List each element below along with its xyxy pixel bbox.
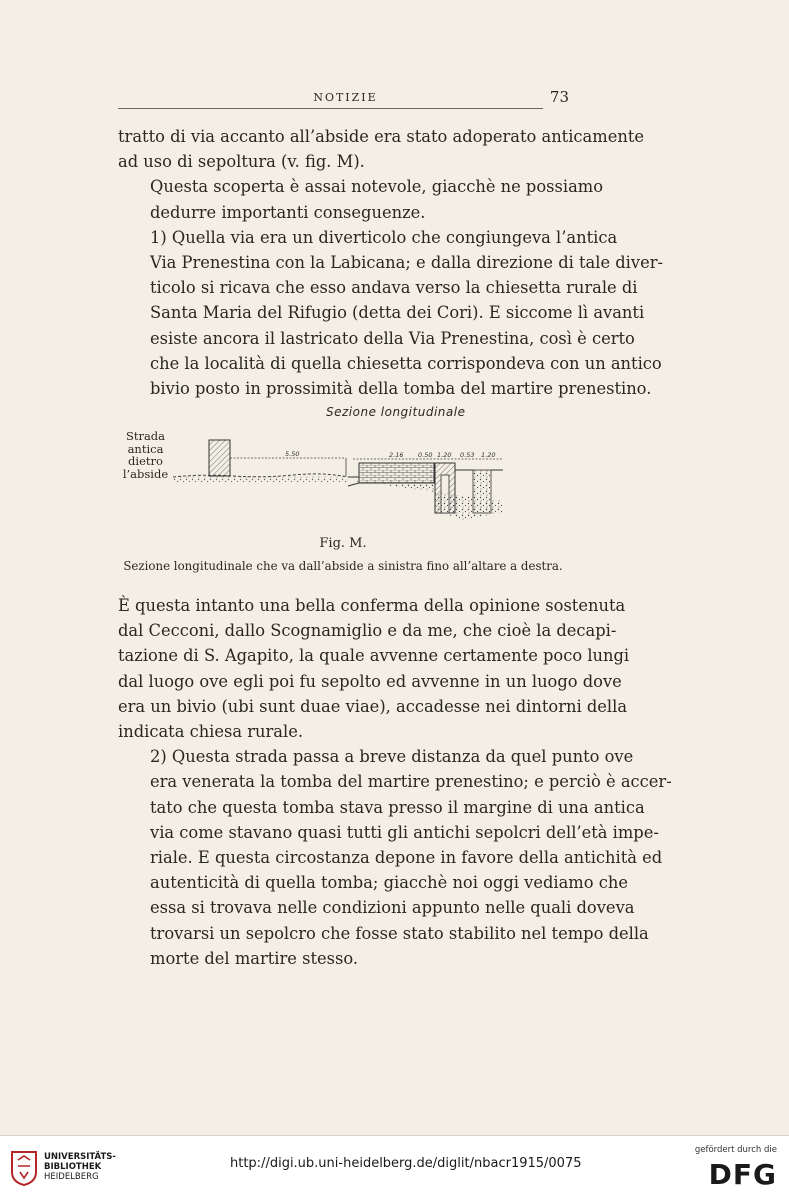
figure-number: Fig. M. — [319, 536, 367, 551]
text-line: Questa scoperta è assai notevole, giacchè ne possiamo — [150, 177, 604, 197]
measure-label: 0.50 — [418, 451, 433, 459]
library-name-line: BIBLIOTHEK — [44, 1162, 102, 1172]
apse-wall — [209, 440, 230, 476]
running-head: NOTIZIE — [313, 91, 378, 104]
figure-m — [118, 400, 568, 580]
text-line: tratto di via accanto all’abside era stato adoperato anticamente — [118, 127, 644, 146]
text-line: trovarsi un sepolcro che fosse stato stabilito nel tempo della — [150, 923, 649, 943]
text-line: Santa Maria del Rifugio (detta dei Cori). E siccome lì avanti — [150, 303, 645, 323]
text-line: ad uso di sepoltura (v. fig. M). — [118, 152, 365, 172]
paragraph — [118, 593, 630, 744]
text-line: morte del martire stesso. — [150, 948, 359, 968]
text-line: via come stavano quasi tutti gli antichi sepolcri dell’età impe- — [150, 822, 659, 842]
brick-road-section — [359, 463, 434, 483]
funding-note: gefördert durch die — [694, 1145, 777, 1155]
figure-side-label — [118, 430, 173, 480]
text-line: 2) Questa strada passa a breve distanza da quel punto ove — [150, 747, 634, 767]
text-line: autenticità di quella tomba; giacchè noi oggi vediamo che — [150, 873, 628, 893]
library-name-line: HEIDELBERG — [44, 1172, 99, 1182]
side-label-line: dietro — [128, 454, 163, 468]
text-line: essa si trovava nelle condizioni appunto nelle quali doveva — [150, 898, 635, 918]
digitization-footer — [0, 1135, 789, 1200]
paragraph — [118, 744, 672, 971]
measure-label: 1.20 — [437, 451, 452, 459]
paragraph — [118, 225, 664, 401]
measure-label: 1.20 — [481, 451, 496, 459]
text-line: riale. E questa circostanza depone in favore della antichità ed — [150, 848, 663, 868]
dfg-logo: DFG — [708, 1158, 777, 1191]
text-line: era un bivio (ubi sunt duae viae), accadesse nei dintorni della — [118, 696, 628, 716]
text-line: dedurre importanti conseguenze. — [150, 202, 426, 222]
paragraph — [118, 124, 644, 174]
library-name-line: UNIVERSITÄTS- — [44, 1152, 116, 1162]
paragraph — [118, 174, 604, 224]
figure-caption: Sezione longitudinale che va dall’abside a sinistra fino all’altare a destra. — [123, 559, 563, 573]
text-line: dal Cecconi, dallo Scognamiglio e da me, che cioè la decapi- — [118, 621, 617, 641]
library-name — [44, 1152, 116, 1182]
source-url-link[interactable]: http://digi.ub.uni-heidelberg.de/diglit/nbacr1915/0075 — [230, 1156, 582, 1171]
side-label-line: l’abside — [122, 466, 169, 481]
text-line: ticolo si ricava che esso andava verso la chiesetta rurale di — [150, 278, 638, 298]
side-label-line: antica — [127, 441, 164, 456]
text-line: dal luogo ove egli poi fu sepolto ed avvenne in un luogo dove — [118, 671, 622, 691]
page-number: 73 — [549, 88, 569, 106]
measure-label: 0.53 — [460, 451, 475, 459]
text-line: era venerata la tomba del martire prenestino; e perciò è accer- — [150, 772, 672, 792]
text-line: bivio posto in prossimità della tomba del martire prenestino. — [150, 379, 652, 399]
measurement-labels — [285, 450, 495, 459]
section-drawing — [173, 430, 508, 530]
text-line: esiste ancora il lastricato della Via Prenestina, così è certo — [150, 328, 635, 348]
text-block-bottom — [118, 593, 672, 971]
text-line: tato che questa tomba stava presso il margine di una antica — [150, 797, 645, 817]
page-header — [118, 88, 573, 110]
ground-line — [173, 474, 348, 482]
figure-title: Sezione longitudinale — [326, 405, 466, 419]
text-line: 1) Quella via era un diverticolo che congiungeva l’antica — [150, 227, 618, 247]
header-rule — [118, 108, 543, 109]
text-line: È questa intanto una bella conferma della opinione sostenuta — [118, 596, 626, 615]
library-seal-icon — [10, 1150, 38, 1186]
measure-label: 5.50 — [285, 450, 300, 458]
text-block-top — [118, 124, 664, 401]
text-line: indicata chiesa rurale. — [118, 722, 304, 742]
text-line: che la località di quella chiesetta corrispondeva con un antico — [150, 353, 662, 373]
text-line: Via Prenestina con la Labicana; e dalla direzione di tale diver- — [150, 253, 664, 273]
measure-label: 2.16 — [389, 451, 404, 459]
text-line: tazione di S. Agapito, la quale avvenne certamente poco lungi — [118, 646, 630, 666]
side-label-line: Strada — [125, 429, 166, 443]
